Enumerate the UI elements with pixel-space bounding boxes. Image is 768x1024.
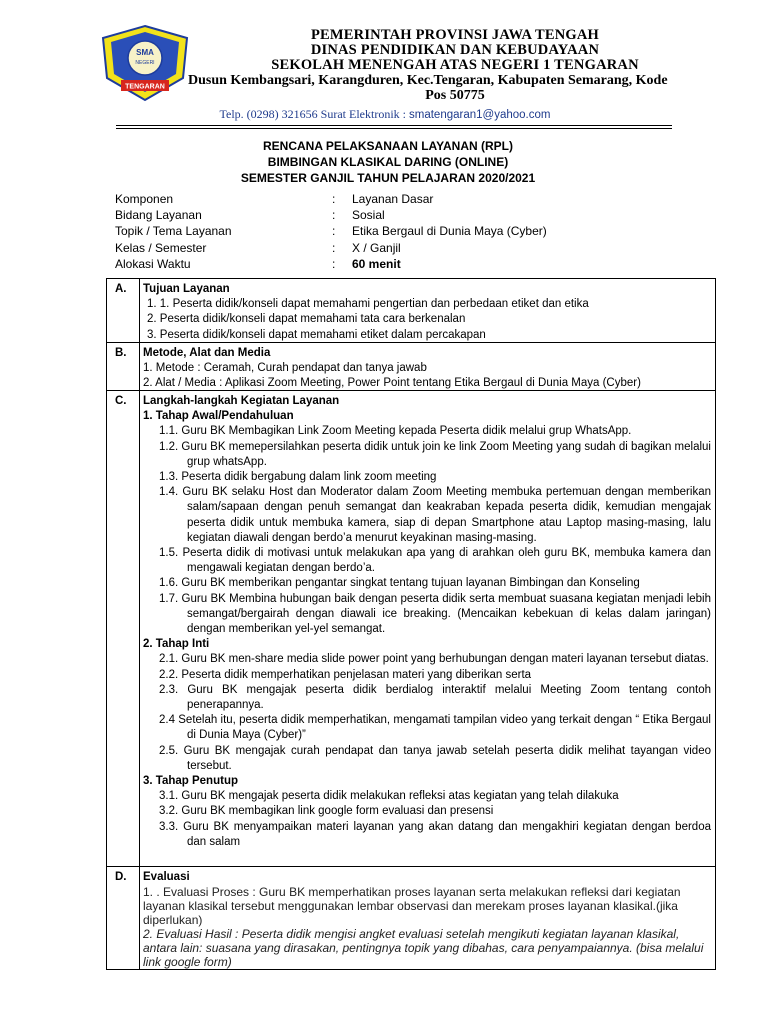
section-heading: Metode, Alat dan Media bbox=[143, 347, 271, 359]
activity-table bbox=[106, 278, 716, 970]
meta-key: Topik / Tema Layanan bbox=[115, 224, 232, 239]
step-item: 1.5. Peserta didik di motivasi untuk melakukan apa yang di arahkan oleh guru BK, membuka kamera dan mengawali kegiatan dengan berdo’a. bbox=[159, 547, 711, 575]
contact-phone: Telp. (0298) 321656 Surat Elektronik : bbox=[219, 107, 409, 121]
section-letter: D. bbox=[115, 871, 127, 883]
letterhead-line-2: DINAS PENDIDIKAN DAN KEBUDAYAAN bbox=[310, 42, 600, 58]
contact-email-link[interactable]: smatengaran1@yahoo.com bbox=[409, 109, 551, 121]
meta-row bbox=[115, 256, 675, 272]
letterhead-address: Dusun Kembangsari, Karangduren, Kec.Tengaran, Kabupaten Semarang, Kode bbox=[188, 73, 668, 88]
letterhead-postcode: Pos 50775 bbox=[425, 88, 485, 103]
header-divider-top bbox=[116, 125, 672, 126]
meta-info bbox=[115, 191, 675, 272]
section-d bbox=[107, 867, 715, 969]
contact-line bbox=[100, 107, 670, 122]
step-item: 2.4 Setelah itu, peserta didik memperhatikan, mengamati tampilan video yang terkait dengan “ Etika Bergaul di Dunia Maya (Cyber)” bbox=[159, 714, 711, 742]
section-a bbox=[107, 279, 715, 343]
logo-text-sma: SMA bbox=[136, 48, 154, 57]
meta-value: X / Ganjil bbox=[352, 240, 401, 255]
meta-key: Alokasi Waktu bbox=[115, 256, 191, 271]
meta-row bbox=[115, 240, 675, 256]
section-letter: A. bbox=[115, 283, 127, 295]
step-item: 2.2. Peserta didik memperhatikan penjelasan materi yang diberikan serta bbox=[159, 668, 532, 681]
step-item: 3.1. Guru BK mengajak peserta didik melakukan refleksi atas kegiatan yang telah dilakuka bbox=[159, 790, 619, 803]
document-title bbox=[108, 138, 668, 186]
logo-banner-text: TENGARAN bbox=[125, 83, 165, 91]
meta-colon: : bbox=[332, 256, 336, 271]
header-divider-bottom bbox=[116, 128, 672, 129]
letterhead bbox=[190, 28, 720, 103]
section-heading: Langkah-langkah Kegiatan Layanan bbox=[143, 395, 340, 407]
meta-key: Bidang Layanan bbox=[115, 208, 202, 223]
meta-value: 60 menit bbox=[352, 256, 401, 271]
meta-row bbox=[115, 223, 675, 239]
step-item: 1.1. Guru BK Membagikan Link Zoom Meeting kepada Peserta didik melalui grup WhatsApp. bbox=[159, 425, 632, 438]
step-item: 1.3. Peserta didik bergabung dalam link zoom meeting bbox=[159, 471, 437, 484]
letterhead-line-3: SEKOLAH MENENGAH ATAS NEGERI 1 TENGARAN bbox=[271, 57, 639, 73]
title-line-2: BIMBINGAN KLASIKAL DARING (ONLINE) bbox=[267, 155, 509, 169]
list-item: 1. Metode : Ceramah, Curah pendapat dan tanya jawab bbox=[143, 362, 427, 375]
meta-colon: : bbox=[332, 208, 336, 223]
section-letter: B. bbox=[115, 347, 127, 359]
step-item: 2.1. Guru BK men-share media slide power point yang berhubungan dengan materi layanan tersebut diatas. bbox=[159, 653, 709, 666]
step-item: 1.2. Guru BK memepersilahkan peserta didik untuk join ke link Zoom Meeting yang sudah di bagikan melalui grup whatsApp. bbox=[159, 440, 711, 468]
section-heading: Evaluasi bbox=[143, 871, 190, 883]
title-line-1: RENCANA PELAKSANAAN LAYANAN (RPL) bbox=[262, 139, 513, 153]
section-letter: C. bbox=[115, 395, 127, 407]
evaluation-process: 1. . Evaluasi Proses : Guru BK memperhatikan proses layanan serta melakukan refleksi dari kegiatan layanan klasikal tersebut menggunakan lembar observasi dan merekam proses layanan klasikal.(jika diperlukan) bbox=[143, 885, 681, 928]
evaluation-result: 2. Evaluasi Hasil : Peserta didik mengisi angket evaluasi setelah mengikuti kegiatan layanan klasikal, antara lain: suasana yang dirasakan, pentingnya topik yang dibahas, cara penyampaiannya. (bisa melalui link google form) bbox=[143, 927, 704, 970]
stage-heading: 1. Tahap Awal/Pendahuluan bbox=[143, 410, 294, 423]
list-item: 1. 1. Peserta didik/konseli dapat memahami pengertian dan perbedaan etiket dan etika bbox=[147, 298, 589, 311]
list-item: 2. Peserta didik/konseli dapat memahami tata cara berkenalan bbox=[147, 313, 466, 326]
meta-key: Komponen bbox=[115, 192, 174, 206]
logo-text-negeri: NEGERI bbox=[135, 60, 155, 66]
meta-colon: : bbox=[332, 192, 336, 206]
meta-row bbox=[115, 207, 675, 223]
step-item: 3.3. Guru BK menyampaikan materi layanan yang akan datang dan mengakhiri kegiatan dengan berdoa dan salam bbox=[159, 820, 711, 848]
meta-key: Kelas / Semester bbox=[115, 240, 207, 255]
meta-value: Etika Bergaul di Dunia Maya (Cyber) bbox=[352, 224, 547, 239]
step-item: 2.3. Guru BK mengajak peserta didik berdialog interaktif melalui Meeting Zoom tentang contoh penerapannya. bbox=[159, 683, 711, 712]
list-item: 3. Peserta didik/konseli dapat memahami etiket dalam percakapan bbox=[147, 328, 486, 341]
meta-row bbox=[115, 191, 675, 207]
section-heading: Tujuan Layanan bbox=[143, 283, 230, 295]
step-item: 1.7. Guru BK Membina hubungan baik dengan peserta didik serta membuat suasana kegiatan menjadi lebih semangat/bergairah dengan diawali ice breaking. (Mencaikan kebekuan di kelas dalam jaringan) dengan memberikan yel-yel semangat. bbox=[159, 592, 711, 636]
school-logo bbox=[99, 24, 191, 102]
step-item: 1.4. Guru BK selaku Host dan Moderator dalam Zoom Meeting membuka pertemuan dengan memberikan salam/sapaan dengan penuh semangat dan keakraban kepada peserta didik, kemudian mengajak peserta didik untuk membuka kamera, siap di depan Smartphone atau Laptop masing-masing, lalu kegiatan diawali dengan berdo’a menurut keyakinan masing-masing. bbox=[159, 486, 711, 544]
letterhead-line-1: PEMERINTAH PROVINSI JAWA TENGAH bbox=[310, 27, 600, 43]
meta-colon: : bbox=[332, 240, 336, 255]
step-item: 3.2. Guru BK membagikan link google form evaluasi dan presensi bbox=[159, 805, 494, 818]
meta-colon: : bbox=[332, 224, 336, 239]
section-c bbox=[107, 391, 715, 867]
meta-value: Sosial bbox=[352, 208, 385, 223]
section-b bbox=[107, 343, 715, 391]
stage-heading: 3. Tahap Penutup bbox=[143, 775, 238, 788]
list-item: 2. Alat / Media : Aplikasi Zoom Meeting, Power Point tentang Etika Bergaul di Dunia Maya (Cyber) bbox=[143, 377, 641, 390]
step-item: 2.5. Guru BK mengajak curah pendapat dan tanya jawab setelah peserta didik melihat tayangan video tersebut. bbox=[159, 744, 711, 772]
stage-heading: 2. Tahap Inti bbox=[143, 638, 210, 651]
step-item: 1.6. Guru BK memberikan pengantar singkat tentang tujuan layanan Bimbingan dan Konseling bbox=[159, 577, 640, 590]
title-line-3: SEMESTER GANJIL TAHUN PELAJARAN 2020/2021 bbox=[240, 171, 536, 185]
meta-value: Layanan Dasar bbox=[352, 192, 434, 206]
